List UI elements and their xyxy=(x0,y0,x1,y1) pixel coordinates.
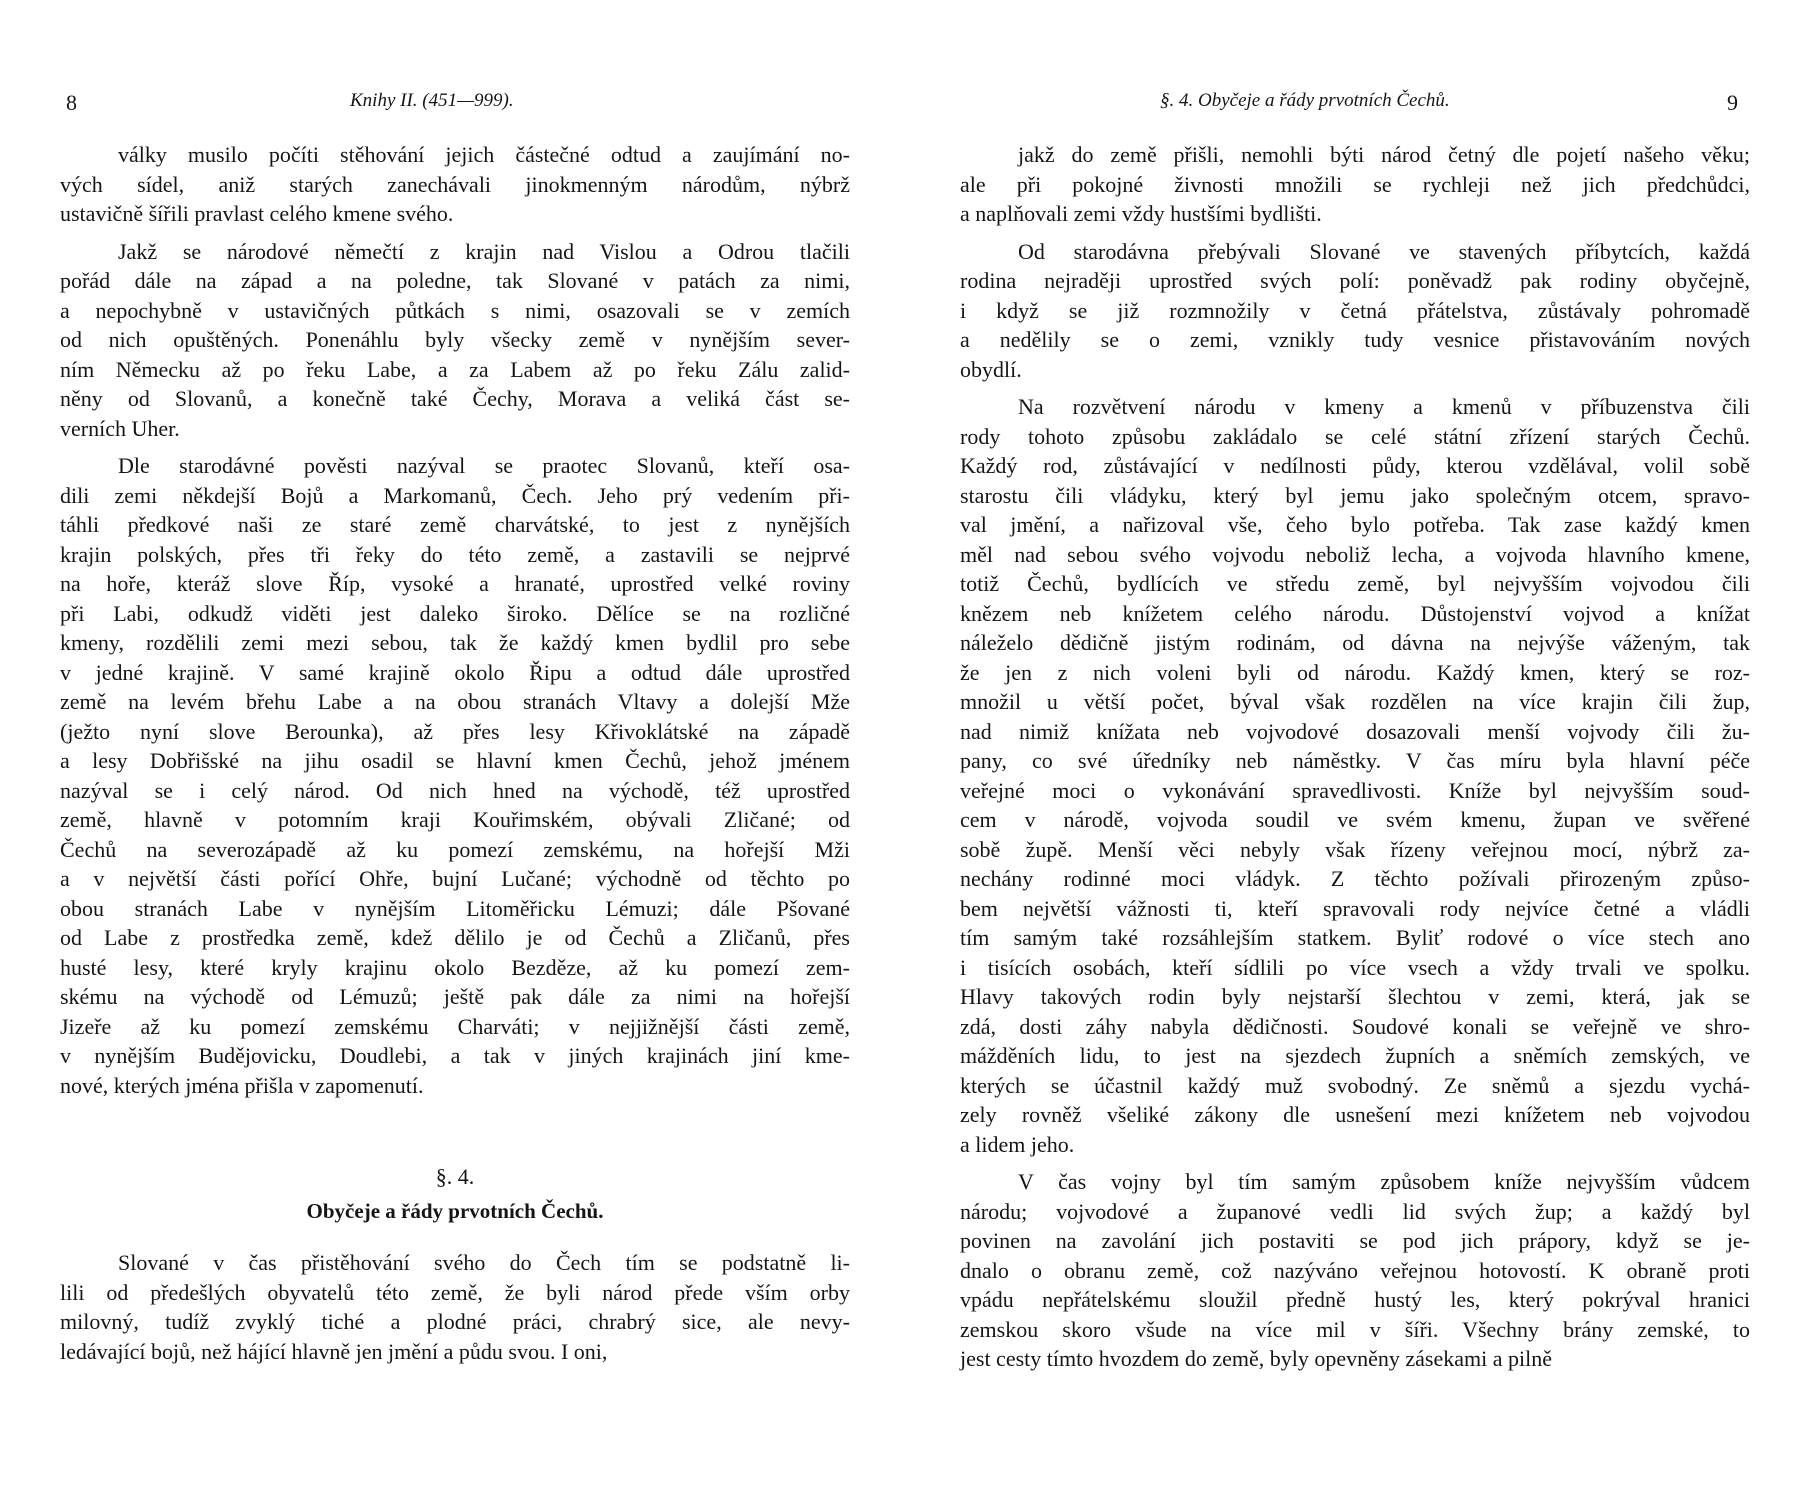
text-line: sobě župě. Menší věci nebyly však řízeny veřejnou mocí, nýbrž za- xyxy=(960,836,1750,862)
text-line: dnalo o obranu země, což nazýváno veřejnou hotovostí. K obraně proti xyxy=(960,1257,1750,1283)
text-line: země na levém břehu Labe a na obou stranách Vltavy a dolejší Mže xyxy=(60,689,850,714)
text-line: kmeny, rozdělili zemi mezi sebou, tak že každý kmen bydlil pro sebe xyxy=(60,630,850,655)
text-line: a v největší části pořící Ohře, bujní Lučané; východně od těchto po xyxy=(60,866,850,891)
text-line: husté lesy, které kryly krajinu okolo Bezděze, až ku pomezí zem- xyxy=(60,954,850,980)
text-line: obou stranách Labe v nynějším Litoměřicku Lémuzi; dále Pšované xyxy=(60,895,850,921)
text-line: tím samým také rozsáhlejším statkem. Byliť rodové o více stech ano xyxy=(960,925,1750,950)
text-line: v nynějším Budějovicku, Doudlebi, a tak v jiných krajinách jiní kme- xyxy=(60,1043,850,1068)
text-line: měl nad sebou svého vojvodu neboliž lecha, a vojvoda hlavního kmene, xyxy=(960,541,1750,567)
text-line: od nich opuštěných. Ponenáhlu byly všecky země v nynějším sever- xyxy=(60,327,850,352)
text-line: ustavičně šířili pravlast celého kmene svého. xyxy=(60,201,454,226)
text-line: nazýval se i celý národ. Od nich hned na východě, též uprostřed xyxy=(60,777,850,803)
text-line: i když se již rozmnožily v četná přátelstva, zůstávaly pohromadě xyxy=(960,297,1750,323)
text-line: v jedné krajině. V samé krajině okolo Řipu a odtud dále uprostřed xyxy=(60,659,850,685)
text-line: Čechů na severozápadě až ku pomezí zemskému, na hořejší Mži xyxy=(60,836,850,862)
section-heading xyxy=(60,1160,850,1234)
text-line: množil u větší počet, býval však rozdělen na více krajin čili žup, xyxy=(960,689,1750,714)
page-number: 8 xyxy=(66,90,77,115)
text-line: od Labe z prostředka země, kdež dělilo je od Čechů a Zličanů, přes xyxy=(60,925,850,950)
paragraph xyxy=(60,451,850,1100)
section-title: Obyčeje a řády prvotních Čechů. xyxy=(306,1199,604,1223)
text-line: verních Uher. xyxy=(60,415,180,441)
text-line: totiž Čechů, bydlících ve středu země, byl nejvyšším vojvodou čili xyxy=(960,571,1750,596)
text-line: rody tohoto způsobu zakládalo se celé státní zřízení starých Čechů. xyxy=(960,423,1750,449)
text-line: a nepochybně v ustavičných půtkách s nimi, osazovali se v zemích xyxy=(60,297,850,323)
text-line: vpádu nepřátelskému sloužil předně hustý les, který pokrýval hranici xyxy=(960,1287,1750,1312)
text-line: zely rovněž všeliké zákony dle usnešení mezi knížetem neb vojvodou xyxy=(960,1102,1750,1127)
text-line: lili od předešlých obyvatelů této země, že byli národ přede vším orby xyxy=(60,1279,850,1305)
text-line: jakž do země přišli, nemohli býti národ četný dle pojetí našeho věku; xyxy=(1018,142,1750,167)
paragraph xyxy=(960,392,1750,1159)
text-line: Každý rod, zůstávající v nedílnosti půdy, kterou vzdělával, volil sobě xyxy=(960,453,1750,478)
text-line: vých sídel, aniž starých zanechávali jinokmenným národům, nýbrž xyxy=(60,171,850,197)
text-line: a naplňovali zemi vždy hustšími bydlišti. xyxy=(960,201,1322,226)
text-line: ale při pokojné živnosti množili se rychleji než jich předchůdci, xyxy=(960,171,1750,197)
running-head: Knihy II. (451—999). xyxy=(350,90,514,111)
paragraph xyxy=(960,237,1750,385)
text-line: a lidem jeho. xyxy=(960,1131,1075,1157)
text-line: milovný, tudíž zvyklý tiché a plodné práci, chrabrý sice, ale nevy- xyxy=(60,1309,850,1334)
text-line: nové, kterých jména přišla v zapomenutí. xyxy=(60,1072,424,1098)
text-line: a lesy Dobřišské na jihu osadil se hlavní kmen Čechů, jehož jménem xyxy=(60,748,850,773)
text-line: rodina nejraději uprostřed svých polí: poněvadž pak rodiny obyčejně, xyxy=(960,268,1750,293)
right-page-header xyxy=(960,90,1750,120)
left-page-body xyxy=(60,140,850,1366)
text-line: jest cesty tímto hvozdem do země, byly opevněny zásekami a pilně xyxy=(960,1346,1552,1371)
text-line: dili zemi někdejší Bojů a Markomanů, Čech. Jeho prý vedením při- xyxy=(60,482,850,508)
text-line: kterých se účastnil každý muž svobodný. Ze sněmů a sjezdu vychá- xyxy=(960,1072,1750,1098)
paragraph xyxy=(60,237,850,444)
paragraph xyxy=(960,1167,1750,1374)
right-page-body xyxy=(960,140,1750,1374)
text-line: i tisících osobách, kteří sídlili po více vsech a vždy trvali ve spolku. xyxy=(960,954,1750,980)
text-line: val jmění, a nařizoval vše, čeho bylo potřeba. Tak zase každý kmen xyxy=(960,512,1750,537)
text-line: ledávající bojů, než hájící hlavně jen jmění a půdu svou. I oni, xyxy=(60,1338,608,1364)
text-line: že jen z nich voleni byli od národu. Každý kmen, který se roz- xyxy=(960,659,1750,685)
text-line: zdá, dosti záhy nabyla dědičnosti. Soudové konali se veřejně ve shro- xyxy=(960,1013,1750,1039)
text-line: knězem neb knížetem celého národu. Důstojenství vojvod a knížat xyxy=(960,600,1750,626)
text-line: na hoře, kteráž slove Říp, vysoké a hranaté, uprostřed velké roviny xyxy=(60,571,850,596)
text-line: pořád dále na západ a na poledne, tak Slované v patách za nimi, xyxy=(60,268,850,293)
text-line: a nedělily se o zemi, vznikly tudy vesnice přistavováním nových xyxy=(960,327,1750,352)
paragraph xyxy=(960,140,1750,229)
text-line: Na rozvětvení národu v kmeny a kmenů v příbuzenstva čili xyxy=(1018,394,1750,419)
text-line: bem největší vážnosti ti, kteří spravovali rody nejvíce četné a vládli xyxy=(960,895,1750,921)
text-line: národu; vojvodové a županové vedli lid svých žup; a každý byl xyxy=(960,1198,1750,1224)
left-page-header xyxy=(60,90,850,120)
text-line: V čas vojny byl tím samým způsobem kníže nejvyšším vůdcem xyxy=(1018,1169,1750,1194)
text-line: veřejné moci o vykonávání spravedlivosti. Kníže byl nejvyšším soud- xyxy=(960,777,1750,803)
text-line: krajin polských, přes tři řeky do této země, a zastavili se nejprvé xyxy=(60,541,850,567)
text-line: zemskou skoro všude na více mil v šíři. Všechny brány zemské, to xyxy=(960,1316,1750,1342)
text-line: nechány rodinné moci vládyk. Z těchto požívali přirozeným způso- xyxy=(960,866,1750,891)
text-line: Dle starodávné pověsti nazýval se praotec Slovanů, kteří osa- xyxy=(118,453,850,478)
text-line: mážděních lidu, to jest na sjezdech župních a sněmích zemských, ve xyxy=(960,1043,1750,1068)
text-line: obydlí. xyxy=(960,356,1022,382)
text-line: Od starodávna přebývali Slované ve stavených příbytcích, každá xyxy=(1018,238,1750,264)
paragraph xyxy=(60,1248,850,1366)
text-line: války musilo počíti stěhování jejich částečné odtud a zaujímání no- xyxy=(118,142,850,167)
text-line: Hlavy takových rodin byly nejstarší šlechtou v zemi, která, jak se xyxy=(960,984,1750,1009)
text-line: skému na východě od Lémuzů; ještě pak dále za nimi na hořejší xyxy=(60,984,850,1009)
text-line: Jakž se národové němečtí z krajin nad Vislou a Odrou tlačili xyxy=(118,238,850,264)
running-head: §. 4. Obyčeje a řády prvotních Čechů. xyxy=(1160,90,1450,111)
text-line: (ježto nyní slove Berounka), až přes lesy Křivoklátské na západě xyxy=(60,718,850,744)
text-line: cem v národě, vojvoda soudil ve svém kmenu, župan ve svěřené xyxy=(960,807,1750,832)
text-line: Slované v čas přistěhování svého do Čech tím se podstatně li- xyxy=(118,1250,850,1275)
text-line: náleželo dědičně jistým rodinám, od dávna na nejvýše váženým, tak xyxy=(960,630,1750,655)
text-line: táhli předkové naši ze staré země charvátské, to jest z nynějších xyxy=(60,512,850,537)
text-line: ním Německu až po řeku Labe, a za Labem až po řeku Zálu zalid- xyxy=(60,356,850,382)
section-number: §. 4. xyxy=(435,1164,475,1189)
text-line: starostu čili vládyku, který byl jemu jako společným otcem, spravo- xyxy=(960,482,1750,508)
text-line: pany, co své úředníky neb náměstky. V čas míru byla hlavní péče xyxy=(960,748,1750,773)
text-line: Jizeře až ku pomezí zemskému Charváti; v nejjižnější části země, xyxy=(60,1013,850,1039)
text-line: povinen na zavolání jich postaviti se pod jich prápory, když se je- xyxy=(960,1228,1750,1253)
text-line: při Labi, odkudž viděti jest daleko široko. Dělíce se na rozličné xyxy=(60,600,850,626)
text-line: něny od Slovanů, a konečně také Čechy, Morava a veliká část se- xyxy=(60,386,850,411)
text-line: nad nimiž knížata neb vojvodové dosazovali menší vojvody čili žu- xyxy=(960,718,1750,744)
text-line: země, hlavně v potomním kraji Kouřimském, obývali Zličané; od xyxy=(60,807,850,832)
page-number: 9 xyxy=(1727,90,1738,115)
paragraph xyxy=(60,140,850,229)
